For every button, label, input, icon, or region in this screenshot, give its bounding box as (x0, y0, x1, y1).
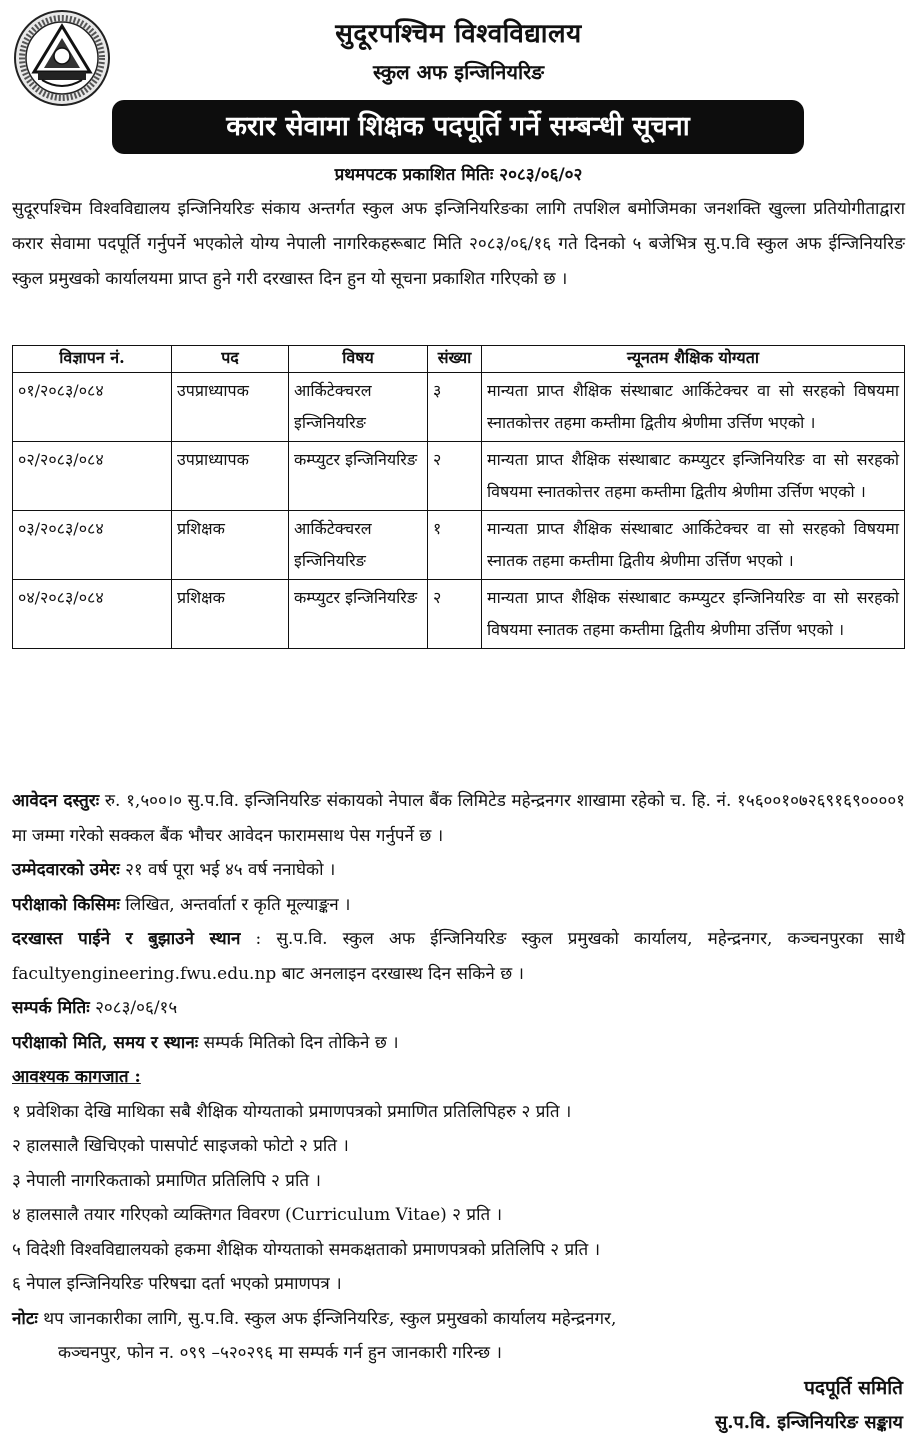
age-label: उम्मेदवारको उमेरः (12, 860, 120, 880)
cell-qualification: मान्यता प्राप्त शैक्षिक संस्थाबाट आर्किटेक्चर वा सो सरहको विषयमा स्नातक तहमा कम्तीमा द्वितीय श्रेणीमा उर्त्तिण भएको । (482, 511, 905, 580)
table-row (13, 373, 905, 442)
note-label: नोटः (12, 1308, 38, 1329)
document-item: २ हालसालै खिचिएको पासपोर्ट साइजको फोटो २ प्रति । (12, 1136, 349, 1156)
document-item: ५ विदेशी विश्वविद्यालयको हकमा शैक्षिक योग्यताको समकक्षताको प्रमाणपत्रको प्रतिलिपि २ प्रति । (12, 1239, 601, 1260)
published-date: प्रथमपटक प्रकाशित मितिः २०८३/०६/०२ (334, 165, 583, 185)
age-text: २१ वर्ष पूरा भई ४५ वर्ष ननाघेको । (125, 860, 336, 880)
cell-qualification: मान्यता प्राप्त शैक्षिक संस्थाबाट कम्प्युटर इन्जिनियरिङ वा सो सरहको विषयमा स्नातक तहमा कम्तीमा द्वितीय श्रेणीमा उर्त्तिण भएको । (482, 580, 905, 649)
note-continued: कञ्चनपुर, फोन न. ०९९ –५२०२९६ मा सम्पर्क गर्न हुन जानकारी गरिन्छ । (58, 1343, 502, 1363)
cell-ad-no: ०१/२०८३/०८४ (13, 373, 172, 442)
table-header-row (13, 346, 905, 373)
school-name: स्कुल अफ इन्जिनियरिङ (372, 60, 545, 84)
notice-title-banner: करार सेवामा शिक्षक पदपूर्ति गर्ने सम्बन्धी सूचना (112, 100, 804, 154)
notice-details (12, 784, 905, 1371)
cell-count: ३ (428, 373, 482, 442)
cell-post: उपप्राध्यापक (172, 373, 289, 442)
exam-type-text: लिखित, अन्तर्वार्ता र कृति मूल्याङ्कन । (125, 894, 351, 915)
document-item: ३ नेपाली नागरिकताको प्रमाणित प्रतिलिपि २ प्रति । (12, 1170, 321, 1191)
cell-subject: कम्प्युटर इन्जिनियरिङ (289, 580, 428, 649)
document-item: ४ हालसालै तयार गरिएको व्यक्तिगत विवरण (Curriculum Vitae) २ प्रति । (12, 1205, 503, 1225)
signature-committee: पदपूर्ति समिति (804, 1377, 903, 1399)
table-row (13, 442, 905, 511)
fee-label: आवेदन दस्तुरः (12, 791, 100, 811)
table-row (13, 580, 905, 649)
table-row (13, 511, 905, 580)
fee-text: रु. १,५००।० सु.प.वि. इन्जिनियरिङ संकायको नेपाल बैंक लिमिटेड महेन्द्रनगर शाखामा रहेको च. हि. नं. १५६००१०७२६९१६९००००१ मा जम्मा गरेको सक्कल बैंक भौचर आवेदन फारामसाथ पेस गर्नुपर्ने छ । (12, 791, 905, 846)
cell-count: १ (428, 511, 482, 580)
header-post: पद (172, 346, 289, 373)
cell-ad-no: ०२/२०८३/०८४ (13, 442, 172, 511)
cell-subject: आर्किटेक्चरल इन्जिनियरिङ (289, 373, 428, 442)
intro-paragraph: सुदूरपश्चिम विश्वविद्यालय इन्जिनियरिङ संकाय अन्तर्गत स्कुल अफ इन्जिनियरिङका लागि तपशिल बमोजिमका जनशक्ति खुल्ला प्रतियोगीताद्वारा करार सेवामा पदपूर्ति गर्नुपर्ने भएकोले योग्य नेपाली नागरिकहरूबाट मिति २०८३/०६/१६ गते दिनको ५ बजेभित्र सु.प.वि स्कुल अफ ईन्जिनियरिङ स्कुल प्रमुखको कार्यालयमा प्राप्त हुने गरी दरखास्त दिन हुन यो सूचना प्रकाशित गरिएको छ । (12, 199, 905, 289)
document-item: ६ नेपाल इन्जिनियरिङ परिषद्मा दर्ता भएको प्रमाणपत्र । (12, 1274, 342, 1294)
cell-ad-no: ०३/२०८३/०८४ (13, 511, 172, 580)
application-fee (12, 784, 905, 853)
cell-post: उपप्राध्यापक (172, 442, 289, 511)
cell-ad-no: ०४/२०८३/०८४ (13, 580, 172, 649)
vacancy-table (12, 345, 905, 649)
place-label: दरखास्त पाईने र बुझाउने स्थान (12, 929, 241, 949)
application-place (12, 922, 905, 991)
header-ad-no: विज्ञापन नं. (13, 346, 172, 373)
exam-date-label: परीक्षाको मिति, समय र स्थानः (12, 1032, 199, 1053)
exam-type-label: परीक्षाको किसिमः (12, 894, 120, 915)
header-qualification: न्यूनतम शैक्षिक योग्यता (482, 346, 905, 373)
cell-post: प्रशिक्षक (172, 580, 289, 649)
document-item: १ प्रवेशिका देखि माथिका सबै शैक्षिक योग्यताको प्रमाणपत्रको प्रमाणित प्रतिलिपिहरु २ प्रति । (12, 1101, 572, 1122)
signature-faculty: सु.प.वि. इन्जिनियरिङ सङ्काय (715, 1412, 903, 1433)
exam-type (12, 888, 905, 923)
exam-date-text: सम्पर्क मितिको दिन तोकिने छ । (203, 1032, 399, 1053)
university-name: सुदूरपश्चिम विश्वविद्यालय (335, 19, 582, 49)
cell-post: प्रशिक्षक (172, 511, 289, 580)
contact-date-label: सम्पर्क मितिः (12, 998, 90, 1018)
cell-subject: कम्प्युटर इन्जिनियरिङ (289, 442, 428, 511)
note-text: थप जानकारीका लागि, सु.प.वि. स्कुल अफ ईन्जिनियरिङ, स्कुल प्रमुखको कार्यालय महेन्द्रनगर, (43, 1308, 617, 1329)
exam-date-place (12, 1026, 905, 1061)
header-subject: विषय (289, 346, 428, 373)
cell-count: २ (428, 442, 482, 511)
place-text: : सु.प.वि. स्कुल अफ ईन्जिनियरिङ स्कुल प्रमुखको कार्यालय, महेन्द्रनगर, कञ्चनपुरका साथै facultyengineering.fwu.edu.np बाट अनलाइन दरखास्थ दिन सकिने छ । (12, 929, 905, 984)
contact-date-text: २०८३/०६/१५ (95, 998, 178, 1018)
cell-qualification: मान्यता प्राप्त शैक्षिक संस्थाबाट कम्प्युटर इन्जिनियरिङ वा सो सरहको विषयमा स्नातकोत्तर तहमा कम्तीमा द्वितीय श्रेणीमा उर्त्तिण भएको । (482, 442, 905, 511)
note (12, 1302, 905, 1337)
candidate-age (12, 853, 905, 888)
contact-date (12, 991, 905, 1026)
header-count: संख्या (428, 346, 482, 373)
cell-subject: आर्किटेक्चरल इन्जिनियरिङ (289, 511, 428, 580)
cell-count: २ (428, 580, 482, 649)
cell-qualification: मान्यता प्राप्त शैक्षिक संस्थाबाट आर्किटेक्चर वा सो सरहको विषयमा स्नातकोत्तर तहमा कम्तीमा द्वितीय श्रेणीमा उर्त्तिण भएको । (482, 373, 905, 442)
required-documents-heading: आवश्यक कागजात : (12, 1067, 141, 1087)
